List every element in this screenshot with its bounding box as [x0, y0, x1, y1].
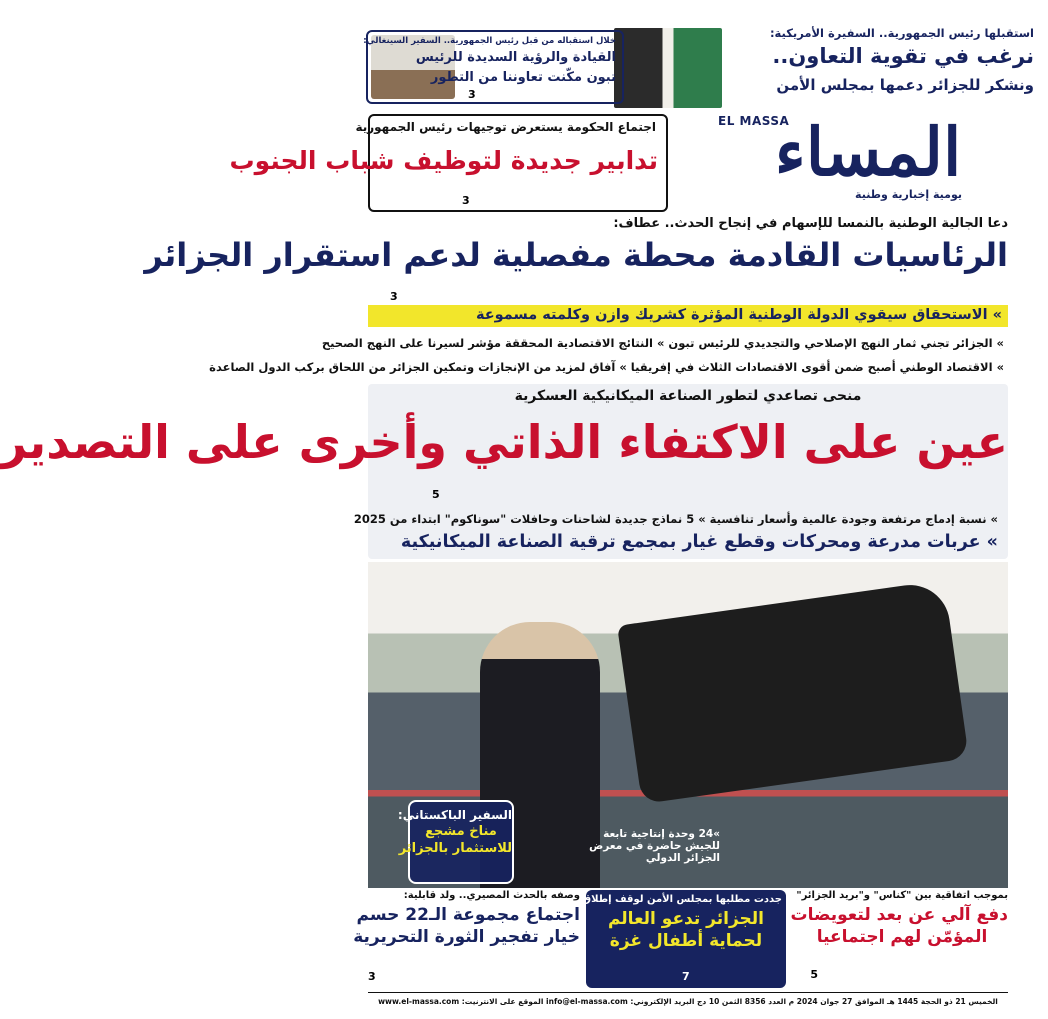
- bottom-mid-kicker: جددت مطلبها بمجلس الأمن لوقف إطلاق النار: [557, 894, 782, 905]
- units-caption-line-1: »24 وحدة إنتاجية تابعة: [603, 828, 720, 840]
- military-bullet-2: » عربات مدرعة ومحركات وقطع غيار بمجمع ترقية الصناعة الميكانيكية: [400, 532, 998, 552]
- ambassador-caption-line-3: للاستثمار بالجزائر: [398, 841, 512, 856]
- top-left-headline-1: القيادة والرؤية السديدة للرئيس: [415, 50, 616, 65]
- military-story[interactable]: [0, 384, 1008, 559]
- main-photo: [368, 562, 1008, 888]
- top-right-headline-2: ونشكر للجزائر دعمها بمجلس الأمن: [776, 76, 1034, 94]
- bottom-mid-headline-1: الجزائر تدعو العالم: [607, 909, 765, 929]
- top-right-headline-1: نرغب في تقوية التعاون..: [772, 44, 1034, 68]
- military-kicker: منحى تصاعدي لتطور الصناعة الميكانيكية العسكرية: [514, 388, 862, 404]
- military-page-ref: 5: [432, 488, 440, 501]
- units-caption-line-3: الجزائر الدولي: [645, 852, 720, 864]
- footer-info: الخميس 21 ذو الحجة 1445 هـ الموافق 27 جوان 2024 م العدد 8356 الثمن 10 دج البريد الإلكتروني: info@el-massa.com الموقع على الانترنيت: www.el-massa.com: [368, 992, 1008, 1010]
- lead-kicker: دعا الجالية الوطنية بالنمسا للإسهام في إنجاح الحدث.. عطاف:: [613, 216, 1008, 231]
- bottom-left-page-ref: 3: [368, 970, 376, 983]
- government-page-ref: 3: [462, 194, 470, 207]
- top-left-story[interactable]: [363, 30, 624, 104]
- top-right-photo: [614, 28, 722, 108]
- top-left-kicker: خلال استقباله من قبل رئيس الجمهورية.. السفير السينغالي:: [363, 36, 616, 46]
- lead-bullet-1: » الجزائر تجني ثمار النهج الإصلاحي والتجديدي للرئيس تبون » النتائج الاقتصادية المحققة مؤشر لسيرنا على النهج الصحيح: [321, 336, 1004, 350]
- masthead: [718, 108, 1018, 212]
- government-kicker: اجتماع الحكومة يستعرض توجيهات رئيس الجمهورية: [355, 120, 656, 134]
- lead-headline[interactable]: الرئاسيات القادمة محطة مفصلية لدعم استقرار الجزائر: [144, 236, 1008, 274]
- bottom-mid-headline-2: لحماية أطفال غزة: [609, 931, 763, 951]
- government-headline: تدابير جديدة لتوظيف شباب الجنوب: [229, 146, 658, 175]
- government-story[interactable]: [229, 114, 668, 212]
- ambassador-caption-line-1: السفير الباكستاني:: [397, 808, 512, 822]
- bottom-left-headline-2: خيار تفجير الثورة التحريرية: [353, 927, 580, 947]
- bottom-mid-story[interactable]: [557, 890, 786, 988]
- bottom-right-headline-2: المؤمّن لهم اجتماعيا: [816, 927, 988, 947]
- masthead-subtitle: يومية إخبارية وطنية: [855, 188, 962, 201]
- masthead-latin: EL MASSA: [718, 114, 790, 128]
- bottom-right-kicker: بموجب اتفاقية بين "كناس" و"بريد الجزائر": [796, 890, 1008, 901]
- bottom-left-kicker: وصفه بالحدث المصيري.. ولد قابلية:: [403, 890, 580, 901]
- military-bullet-1: » نسبة إدماج مرتفعة وجودة عالمية وأسعار تنافسية » 5 نماذج جديدة لشاحنات وحافلات "سوناكوم" ابتداء من 2025: [353, 512, 998, 526]
- bottom-left-story[interactable]: [353, 890, 580, 988]
- bottom-left-headline-1: اجتماع مجموعة الـ22 حسم: [356, 905, 580, 925]
- photo-vehicle-equipment: [617, 580, 969, 804]
- top-right-kicker: استقبلها رئيس الجمهورية.. السفيرة الأمريكية:: [769, 26, 1034, 40]
- military-headline: عين على الاكتفاء الذاتي وأخرى على التصدير: [0, 415, 1008, 469]
- bottom-right-page-ref: 5: [810, 968, 818, 981]
- bottom-right-headline-1: دفع آلي عن بعد لتعويضات: [790, 905, 1008, 925]
- masthead-logo: المساء: [774, 113, 962, 191]
- ambassador-caption-line-2: مناخ مشجع: [425, 824, 497, 839]
- top-left-headline-2: تبون مكّنت تعاوننا من التطور: [430, 70, 616, 85]
- lead-bullet-2: » الاقتصاد الوطني أصبح ضمن أقوى الاقتصادات الثلاث في إفريقيا » آفاق لمزيد من الإنجازات وتمكين الجزائر من اللحاق بركب الدول الصاعدة: [209, 360, 1004, 374]
- bottom-right-story[interactable]: [790, 890, 1008, 988]
- lead-page-ref: 3: [390, 290, 398, 303]
- units-caption: [589, 828, 720, 864]
- top-left-page-ref: 3: [468, 88, 476, 101]
- lead-highlight-band: [368, 305, 1008, 327]
- ambassador-caption-box[interactable]: [397, 800, 514, 884]
- bottom-mid-page-ref: 7: [682, 970, 690, 983]
- lead-highlight-text: » الاستحقاق سيقوي الدولة الوطنية المؤثرة كشريك وازن وكلمته مسموعة: [475, 307, 1002, 323]
- units-caption-line-2: للجيش حاضرة في معرض: [589, 840, 720, 852]
